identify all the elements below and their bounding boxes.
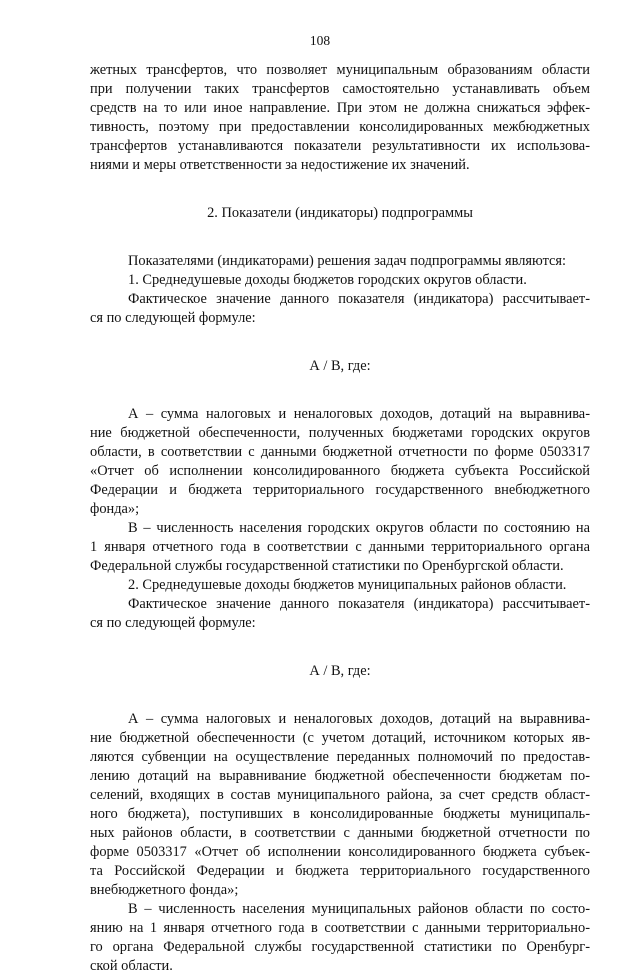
paragraph-intro [90, 61, 590, 175]
text-line: А – сумма налоговых и неналоговых доходов, дотаций на выравнива- [128, 406, 590, 422]
paragraph-b-definition-2 [90, 900, 590, 976]
text-line: В – численность населения городских округов области по состоянию на [128, 520, 590, 536]
text-line: тивность, поэтому при предоставлении консолидированных межбюджетных [90, 119, 590, 135]
formula-2: А / В, где: [309, 663, 371, 679]
text-line: средств на то или иное направление. При этом не должна снижаться эффек- [90, 100, 590, 116]
text-line: Показателями (индикаторами) решения задач подпрограммы являются: [128, 253, 567, 269]
text-line: Федеральной службы государственной статистики по Оренбургской области. [90, 558, 564, 574]
text-line: го органа Федеральной службы государственной статистики по Оренбург- [90, 939, 590, 955]
text-line: Федерации и бюджета территориального государственного внебюджетного [90, 482, 590, 498]
section-heading: 2. Показатели (индикаторы) подпрограммы [207, 205, 473, 221]
text-line: селений, входящих в состав муниципального района, за счет средств област- [90, 787, 590, 803]
text-line: лению дотаций на выравнивание бюджетной обеспеченности бюджетам по- [90, 768, 590, 784]
text-line: 2. Среднедушевые доходы бюджетов муниципальных районов области. [128, 577, 567, 593]
text-line: «Отчет об исполнении консолидированного бюджета субъекта Российской [90, 463, 590, 479]
paragraph-formula-intro-1 [90, 290, 590, 328]
text-line: форме 0503317 «Отчет об исполнении консолидированного бюджета субъек- [90, 844, 590, 860]
paragraph-a-definition-1 [90, 405, 590, 519]
paragraph-b-definition-1 [90, 519, 590, 576]
text-line: при получении таких трансфертов самостоятельно устанавливать объем [90, 81, 590, 97]
text-line: В – численность населения муниципальных районов области по состо- [128, 901, 590, 917]
text-line: ние бюджетной обеспеченности (с учетом дотаций, источником которых яв- [90, 730, 590, 746]
text-line: ние бюджетной обеспеченности, полученных бюджетами городских округов [90, 425, 590, 441]
text-line: ниями и меры ответственности за недостижение их значений. [90, 157, 470, 173]
text-line: внебюджетного фонда»; [90, 882, 239, 898]
text-line: ся по следующей формуле: [90, 615, 256, 631]
paragraph-a-definition-2 [90, 710, 590, 900]
text-line: А – сумма налоговых и неналоговых доходов, дотаций на выравнива- [128, 711, 590, 727]
text-line: янию на 1 января отчетного года в соответствии с данными территориально- [90, 920, 590, 936]
text-line: ных районов области, в соответствии с данными бюджетной отчетности по [90, 825, 590, 841]
text-line: ляются субвенции на осуществление переданных полномочий по предостав- [90, 749, 590, 765]
text-line: трансфертов устанавливаются показатели результативности их использова- [90, 138, 590, 154]
document-body [90, 61, 590, 976]
text-line: области, в соответствии с данными бюджетной отчетности по форме 0503317 [90, 444, 590, 460]
text-line: Фактическое значение данного показателя (индикатора) рассчитывает- [128, 291, 590, 307]
text-line: 1. Среднедушевые доходы бюджетов городских округов области. [128, 272, 527, 288]
text-line: жетных трансфертов, что позволяет муниципальным образованиям области [90, 62, 590, 78]
text-line: фонда»; [90, 501, 140, 517]
text-line: ного бюджета), поступивших в консолидированные бюджеты муниципаль- [90, 806, 590, 822]
text-line: ся по следующей формуле: [90, 310, 256, 326]
formula-1: А / В, где: [309, 358, 371, 374]
text-line: Фактическое значение данного показателя (индикатора) рассчитывает- [128, 596, 590, 612]
text-line: 1 января отчетного года в соответствии с данными территориального органа [90, 539, 590, 555]
text-line: та Российской Федерации и бюджета территориального государственного [90, 863, 590, 879]
text-line: ской области. [90, 958, 173, 974]
page-number: 108 [309, 33, 331, 48]
paragraph-formula-intro-2 [90, 595, 590, 633]
